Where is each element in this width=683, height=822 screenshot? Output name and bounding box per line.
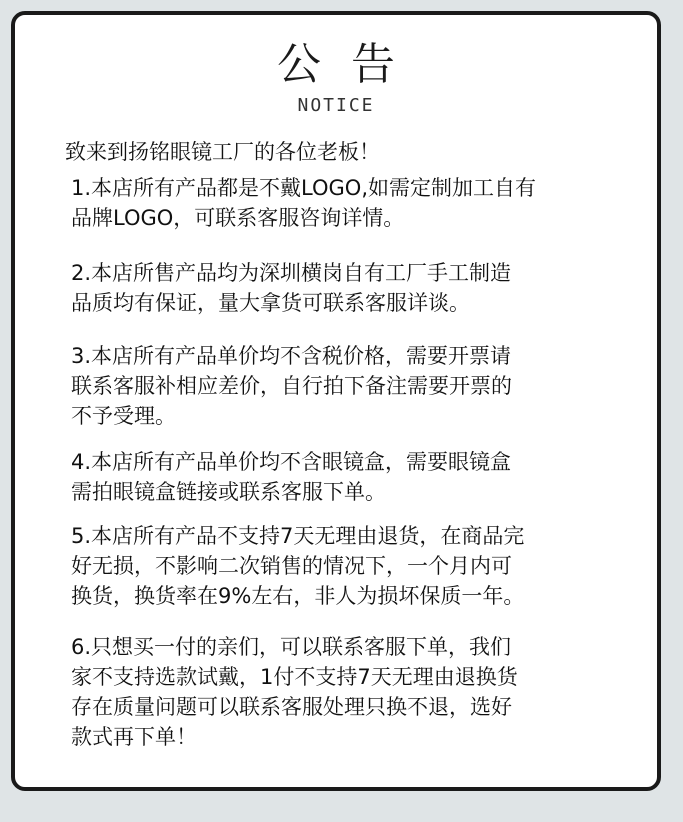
notice-item-line: 5.本店所有产品不支持7天无理由退货，在商品完 bbox=[71, 524, 525, 548]
notice-item-1 bbox=[71, 173, 651, 233]
notice-item-2 bbox=[71, 258, 651, 318]
notice-item-line: 需拍眼镜盒链接或联系客服下单。 bbox=[71, 480, 386, 504]
notice-item-line: 不予受理。 bbox=[71, 404, 176, 428]
notice-subtitle: NOTICE bbox=[297, 95, 375, 116]
notice-item-4 bbox=[71, 447, 651, 507]
notice-item-5 bbox=[71, 521, 651, 611]
notice-item-line: 好无损，不影响二次销售的情况下，一个月内可 bbox=[71, 554, 512, 578]
notice-title: 公告 bbox=[277, 39, 425, 90]
notice-item-line: 6.只想买一付的亲们，可以联系客服下单，我们 bbox=[71, 635, 512, 659]
notice-item-line: 家不支持选款试戴，1付不支持7天无理由退换货 bbox=[71, 665, 518, 689]
notice-item-line: 存在质量问题可以联系客服处理只换不退，选好 bbox=[71, 695, 512, 719]
notice-card bbox=[11, 11, 661, 791]
notice-item-line: 3.本店所有产品单价均不含税价格，需要开票请 bbox=[71, 344, 512, 368]
notice-item-line: 4.本店所有产品单价均不含眼镜盒，需要眼镜盒 bbox=[71, 450, 512, 474]
notice-greeting: 致来到扬铭眼镜工厂的各位老板！ bbox=[65, 140, 380, 164]
notice-item-line: 品质均有保证，量大拿货可联系客服详谈。 bbox=[71, 291, 470, 315]
notice-item-line: 品牌LOGO，可联系客服咨询详情。 bbox=[71, 206, 405, 230]
notice-item-line: 2.本店所售产品均为深圳横岗自有工厂手工制造 bbox=[71, 261, 512, 285]
notice-item-line: 换货，换货率在9%左右，非人为损坏保质一年。 bbox=[71, 584, 525, 608]
notice-item-line: 1.本店所有产品都是不戴LOGO,如需定制加工自有 bbox=[71, 176, 536, 200]
notice-item-line: 联系客服补相应差价，自行拍下备注需要开票的 bbox=[71, 374, 512, 398]
notice-item-3 bbox=[71, 341, 651, 431]
notice-item-line: 款式再下单！ bbox=[71, 725, 197, 749]
notice-item-6 bbox=[71, 632, 651, 752]
